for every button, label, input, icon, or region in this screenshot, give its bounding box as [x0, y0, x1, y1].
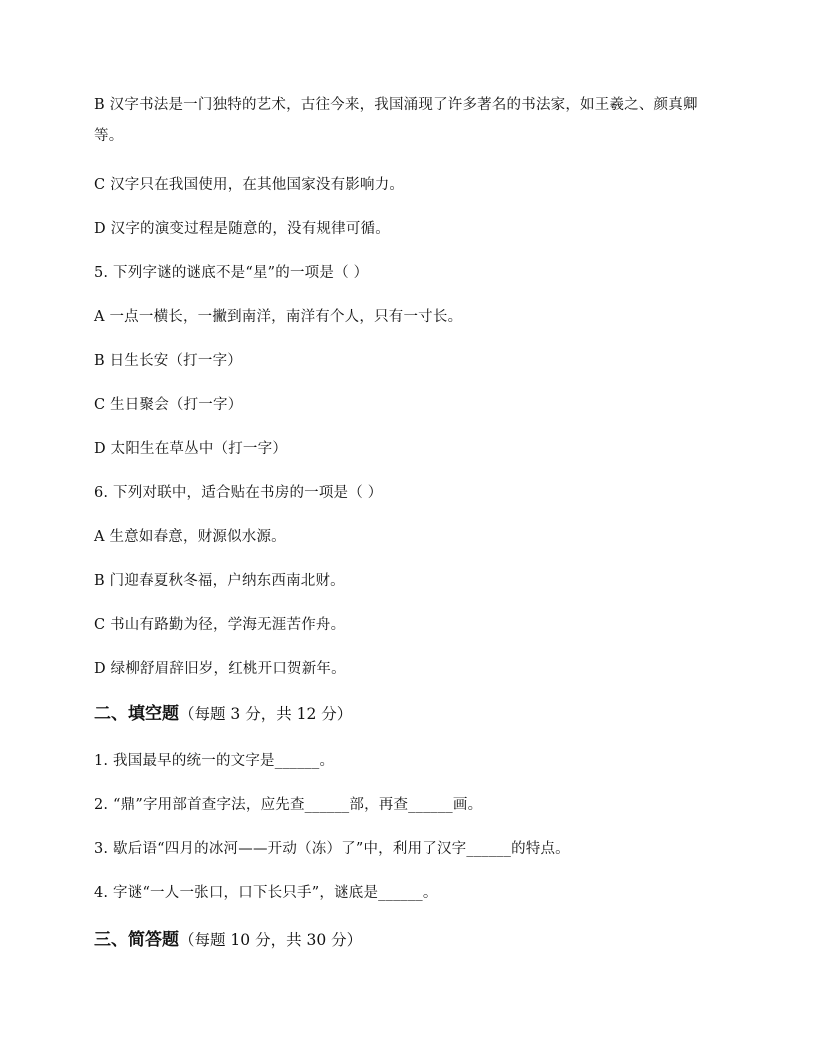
q6-option-d: D 绿柳舒眉辞旧岁，红桃开口贺新年。: [94, 661, 346, 677]
section-3-note: （每题 10 分，共 30 分）: [179, 931, 363, 949]
q4-option-b: B 汉字书法是一门独特的艺术，古往今来，我国涌现了许多著名的书法家，如王羲之、颜真卿等。: [94, 97, 698, 144]
q4-option-d: D 汉字的演变过程是随意的，没有规律可循。: [94, 221, 390, 237]
q4-option-c: C 汉字只在我国使用，在其他国家没有影响力。: [94, 177, 405, 193]
section-2-heading: [94, 702, 724, 726]
section-2-title: 二、填空题: [94, 704, 179, 724]
section-3-heading: [94, 928, 724, 952]
fill-blank-item-2: 2. “鼎”字用部首查字法，应先查______部，再查______画。: [94, 797, 483, 813]
fill-blank-item-1: 1. 我国最早的统一的文字是______。: [94, 753, 335, 769]
q5-option-d: D 太阳生在草丛中（打一字）: [94, 441, 288, 457]
q5-option-a: A 一点一横长，一撇到南洋，南洋有个人，只有一寸长。: [94, 309, 463, 325]
q6-option-b: B 门迎春夏秋冬福，户纳东西南北财。: [94, 573, 345, 589]
document-page: [94, 94, 724, 952]
fill-blank-item-3: 3. 歇后语“四月的冰河——开动（冻）了”中，利用了汉字______的特点。: [94, 841, 570, 857]
q6-option-a: A 生意如春意，财源似水源。: [94, 529, 286, 545]
q6-option-c: C 书山有路勤为径，学海无涯苦作舟。: [94, 617, 346, 633]
q5-option-c: C 生日聚会（打一字）: [94, 397, 243, 413]
section-3-title: 三、简答题: [94, 930, 179, 950]
q5-option-b: B 日生长安（打一字）: [94, 353, 242, 369]
fill-blank-item-4: 4. 字谜“一人一张口，口下长只手”，谜底是______。: [94, 885, 438, 901]
section-2-note: （每题 3 分，共 12 分）: [179, 705, 353, 723]
q6-question: 6. 下列对联中，适合贴在书房的一项是（ ）: [94, 485, 383, 501]
q5-question: 5. 下列字谜的谜底不是“星”的一项是（ ）: [94, 265, 369, 281]
